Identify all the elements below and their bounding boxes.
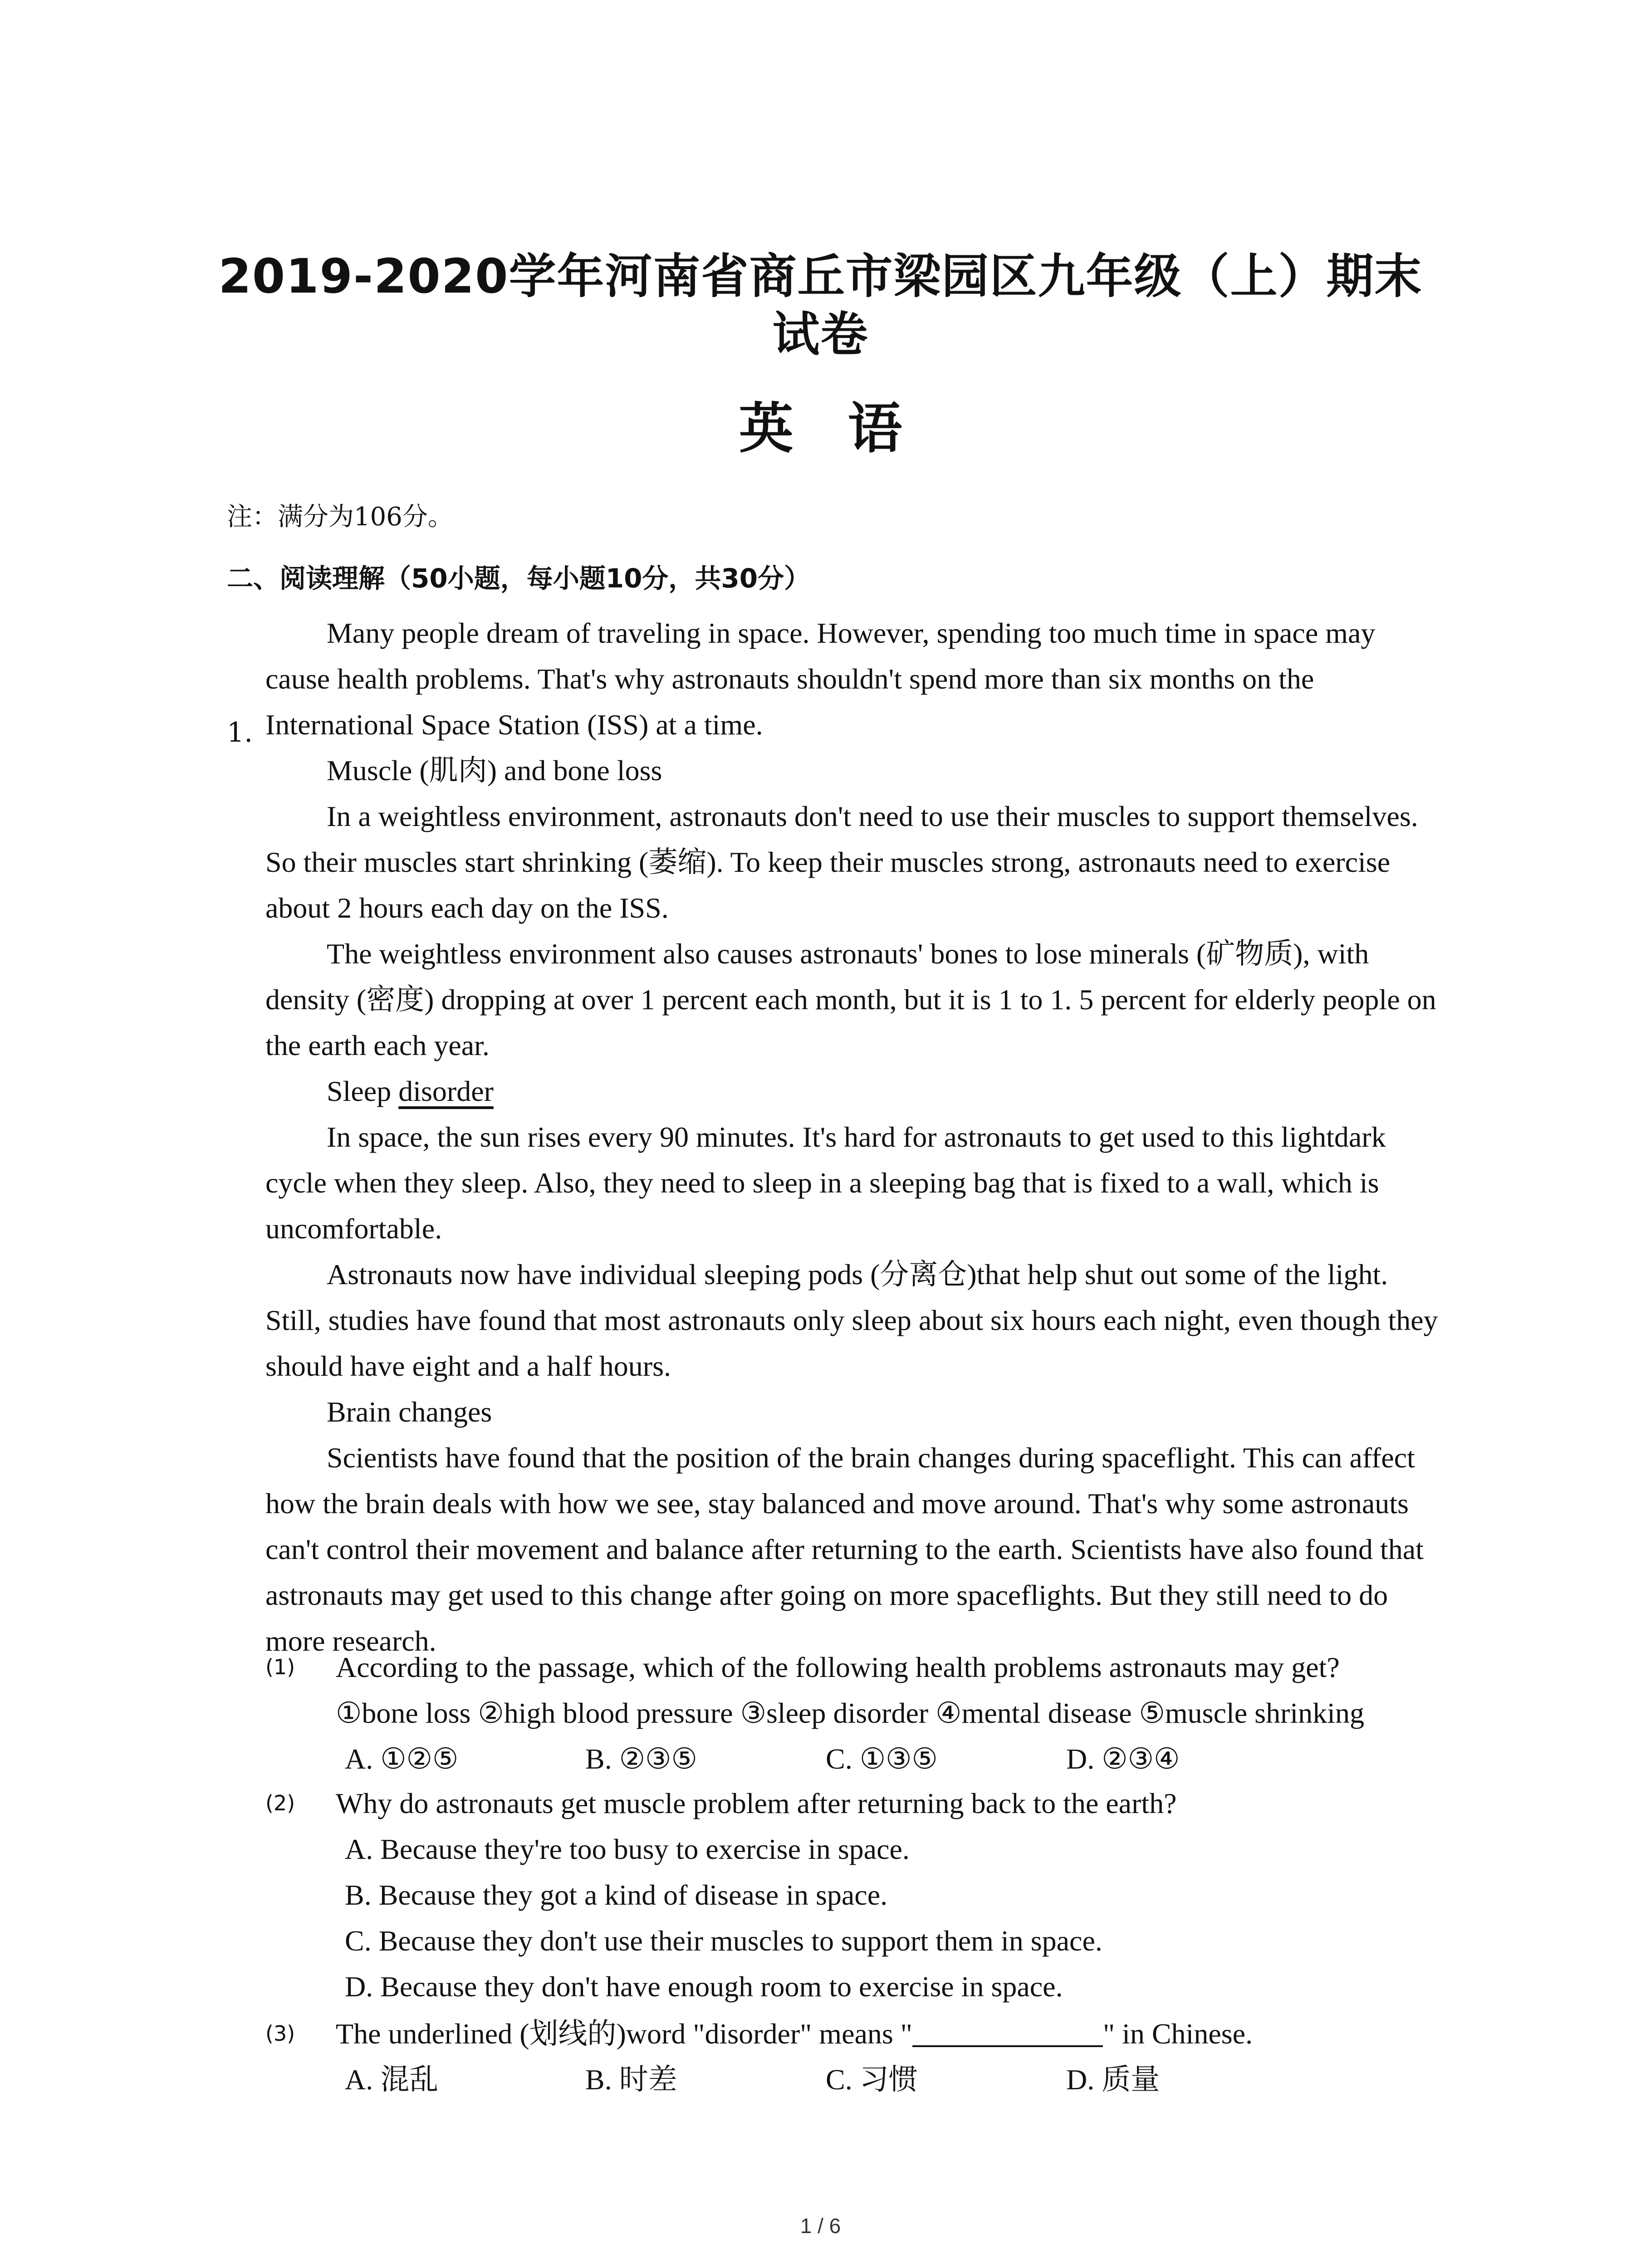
option-a[interactable]: A. ①②⑤ bbox=[345, 1743, 459, 1775]
subject-heading: 英语 bbox=[739, 396, 957, 460]
option-c[interactable]: C. ①③⑤ bbox=[826, 1743, 938, 1775]
exam-title-line2: 试卷 bbox=[772, 307, 869, 362]
stem-text: The underlined (划线的)word "disorder" means " bbox=[336, 2018, 912, 2050]
section-heading: 二、阅读理解（50小题，每小题10分，共30分） bbox=[227, 563, 811, 594]
sub-question-number: (2) bbox=[265, 1791, 295, 1815]
option-b[interactable]: B. ②③⑤ bbox=[585, 1743, 697, 1775]
options-row bbox=[345, 2057, 1490, 2102]
passage-paragraph: In space, the sun rises every 90 minutes. It's hard for astronauts to get used to this lightdark cycle when they sleep. Also, they need to sleep in a sleeping bag that is fixed to a wall, which is uncomfortable. bbox=[265, 1121, 1386, 1245]
option-c[interactable]: C. 习惯 bbox=[826, 2063, 918, 2096]
option-c[interactable]: C. Because they don't use their muscles to support them in space. bbox=[345, 1925, 1102, 1957]
stem-text: " in Chinese. bbox=[1102, 2018, 1253, 2050]
option-d[interactable]: D. ②③④ bbox=[1066, 1743, 1180, 1775]
passage-paragraph: In a weightless environment, astronauts don't need to use their muscles to support themselves. So their muscles start shrinking (萎缩). To keep their muscles strong, astronauts need to exercise about 2 hours each day on the ISS. bbox=[265, 800, 1418, 924]
passage-paragraph: Many people dream of traveling in space. However, spending too much time in space may cause health problems. That's why astronauts shouldn't spend more than six months on the International Space Station (ISS) at a time. bbox=[265, 617, 1376, 741]
question-number: 1. bbox=[227, 717, 253, 748]
score-note: 注：满分为106分。 bbox=[227, 502, 453, 532]
question-stem: Why do astronauts get muscle problem after returning back to the earth? bbox=[336, 1787, 1177, 1819]
option-b[interactable]: B. Because they got a kind of disease in space. bbox=[345, 1879, 888, 1911]
exam-title bbox=[136, 247, 1505, 363]
reading-passage bbox=[265, 610, 1445, 1664]
question-stem-choices: ①bone loss ②high blood pressure ③sleep disorder ④mental disease ⑤muscle shrinking bbox=[336, 1697, 1364, 1729]
passage-paragraph: Astronauts now have individual sleeping pods (分离仓)that help shut out some of the light. Still, studies have found that most astronauts only sleep about six hours each night, even though they should have eight and a half hours. bbox=[265, 1258, 1438, 1382]
passage-paragraph: The weightless environment also causes astronauts' bones to lose minerals (矿物质), with density (密度) dropping at over 1 percent each month, but it is 1 to 1. 5 percent for elderly people on the earth each year. bbox=[265, 938, 1436, 1061]
underlined-word: disorder bbox=[398, 1075, 494, 1107]
passage-paragraph: Scientists have found that the position of the brain changes during spaceflight. This can affect how the brain deals with how we see, stay balanced and move around. That's why some astronauts can't control their movement and balance after returning to the earth. Scientists have also found that astronauts may get used to this change after going on more spaceflights. But they still need to do more research. bbox=[265, 1442, 1424, 1657]
passage-subheading bbox=[265, 1068, 1445, 1114]
option-b[interactable]: B. 时差 bbox=[585, 2063, 677, 2096]
option-d[interactable]: D. 质量 bbox=[1066, 2063, 1160, 2096]
sub-question-2 bbox=[265, 1780, 1490, 2009]
sub-question-number: (3) bbox=[265, 2021, 295, 2046]
options-list bbox=[345, 1826, 1490, 2009]
sub-question-3 bbox=[265, 2011, 1490, 2102]
options-row bbox=[345, 1736, 1490, 1782]
option-d[interactable]: D. Because they don't have enough room to exercise in space. bbox=[345, 1970, 1063, 2003]
exam-title-line1: 2019-2020学年河南省商丘市梁园区九年级（上）期末 bbox=[218, 249, 1423, 304]
question-stem bbox=[336, 2011, 1490, 2057]
subheading-text: Sleep bbox=[327, 1075, 399, 1107]
passage-subheading: Brain changes bbox=[327, 1396, 492, 1428]
sub-question-number: (1) bbox=[265, 1655, 295, 1679]
question-stem: According to the passage, which of the following health problems astronauts may get? bbox=[336, 1651, 1340, 1683]
option-a[interactable]: A. Because they're too busy to exercise in space. bbox=[345, 1833, 910, 1865]
sub-question-1 bbox=[265, 1644, 1490, 1782]
passage-subheading: Muscle (肌肉) and bone loss bbox=[327, 754, 662, 787]
answer-blank[interactable] bbox=[912, 2016, 1103, 2047]
option-a[interactable]: A. 混乱 bbox=[345, 2063, 439, 2096]
page-number: 1 / 6 bbox=[800, 2214, 841, 2238]
